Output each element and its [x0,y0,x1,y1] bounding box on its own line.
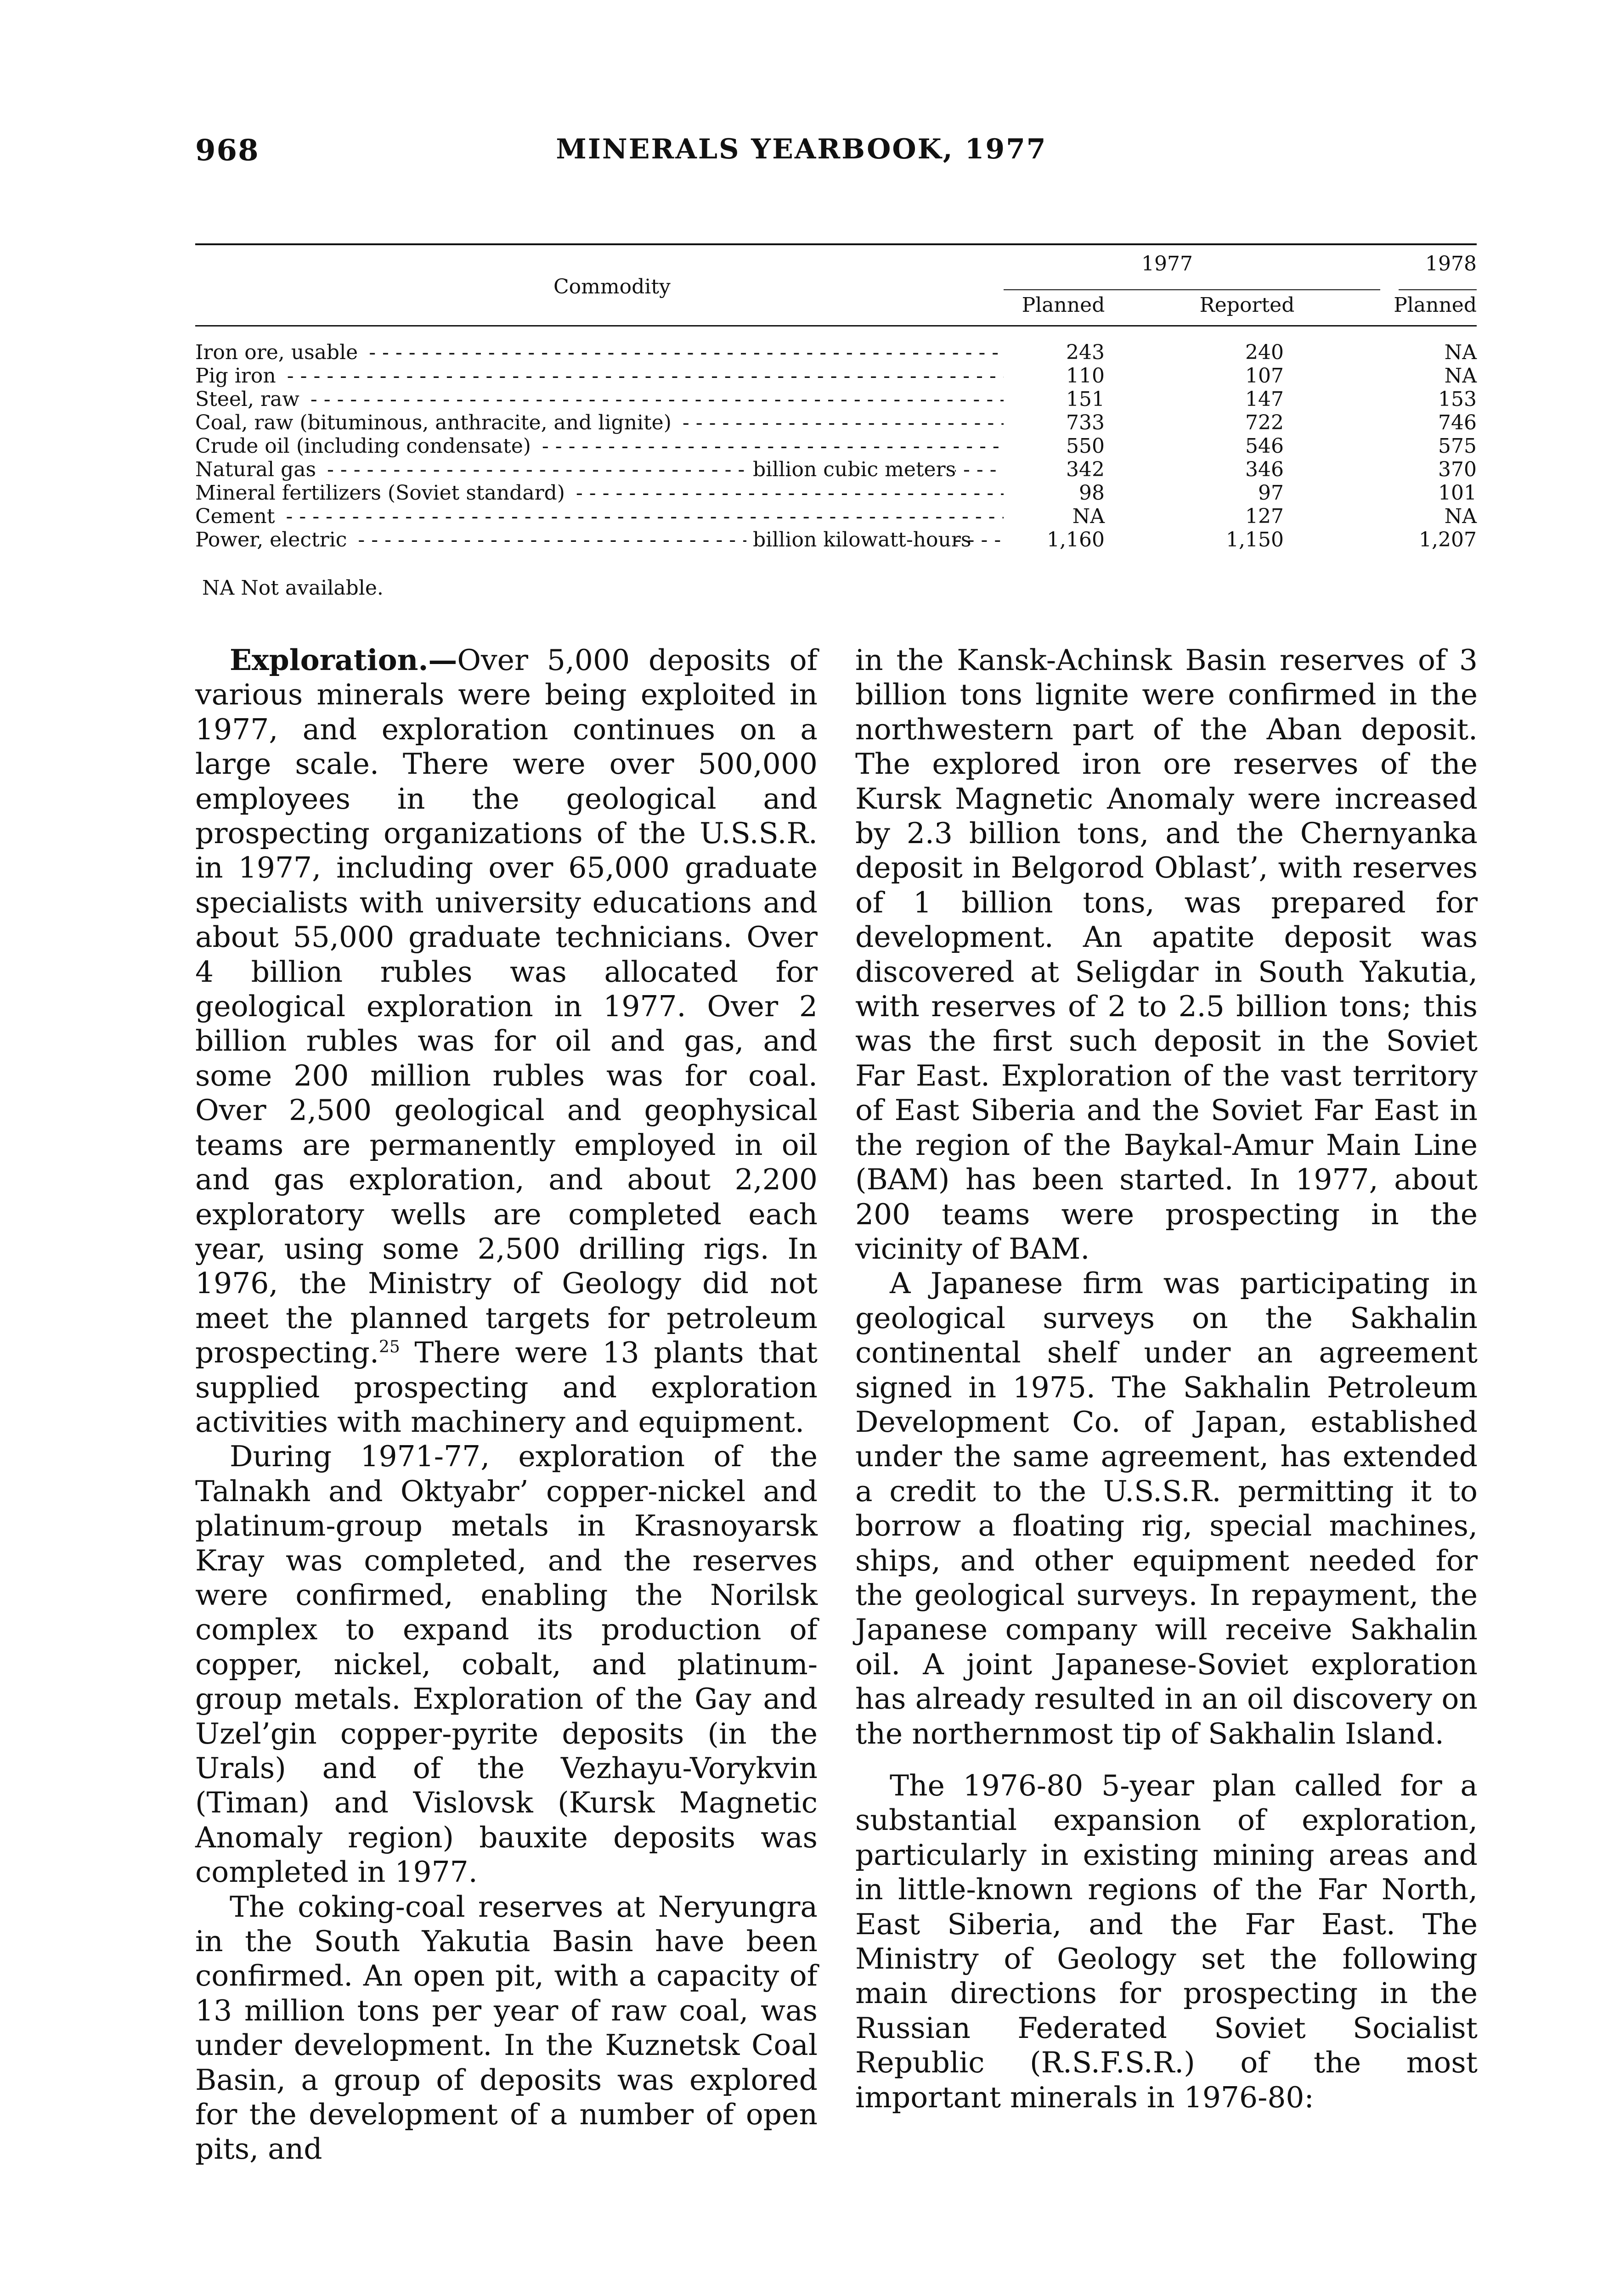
row-label [195,364,1004,388]
commodity-name: Coal, raw (bituminous, anthracite, and lignite) [195,411,676,434]
cell-planned-1978: NA [1444,364,1477,388]
page-number: 968 [195,133,260,168]
cell-reported-1977: 147 [1245,388,1284,411]
commodity-name: Mineral fertilizers (Soviet standard) [195,481,570,505]
table-row [195,505,1477,528]
cell-reported-1977: 107 [1245,364,1284,388]
table-row [195,481,1477,505]
running-title: MINERALS YEARBOOK, 1977 [556,133,1047,165]
cell-planned-1977: 243 [1066,341,1105,364]
cell-planned-1977: 733 [1066,411,1105,434]
paragraph: During 1971-77, exploration of the Talnakh and Oktyabr’ copper-nickel and platinum-group metals in Krasnoyarsk Kray was completed, and the reserves were confirmed, enabling the Norilsk complex to expand its production of copper, nickel, cobalt, and platinum-group metals. Exploration of the Gay and Uzel’gin copper-pyrite deposits (in the Urals) and of the Vezhayu-Vorykvin (Timan) and Vislovsk (Kursk Magnetic Anomaly region) bauxite deposits was completed in 1977. [195,1440,818,1889]
table-header-rule [195,325,1477,326]
paragraph-text-tail: There were 13 plants that supplied prospecting and exploration activities with machinery and equipment. [195,1336,818,1439]
header-year-1978: 1978 [1425,252,1477,276]
table-row [195,388,1477,411]
table-row [195,528,1477,551]
cell-planned-1977: 1,160 [1047,528,1105,551]
footnote-reference: 25 [379,1338,400,1357]
year-1977-span-rule [1004,289,1380,290]
commodity-name: Cement [195,505,280,528]
row-label [195,481,1004,505]
paragraph-continued: in the Kansk-Achinsk Basin reserves of 3 billion tons lignite were confirmed in the northwestern part of the Aban deposit. The explored iron ore reserves of the Kursk Magnetic Anomaly were increased by 2.3 billion tons, and the Chernyanka deposit in Belgorod Oblast’, with reserves of 1 billion tons, was prepared for development. An apatite deposit was discovered at Seligdar in South Yakutia, with reserves of 2 to 2.5 billion tons; this was the first such deposit in the Soviet Far East. Exploration of the vast territory of East Siberia and the Soviet Far East in the region of the Baykal-Amur Main Line (BAM) has been started. In 1977, about 200 teams were prospecting in the vicinity of BAM. [855,643,1478,1266]
header-planned-1978: Planned [1394,293,1477,317]
row-label [195,505,1004,528]
table-top-rule [195,243,1477,245]
cell-planned-1978: NA [1444,505,1477,528]
cell-planned-1978: 1,207 [1419,528,1477,551]
row-label [195,341,1004,364]
paragraph: A Japanese firm was participating in geological surveys on the Sakhalin continental shelf under an agreement signed in 1975. The Sakhalin Petroleum Development Co. of Japan, established under the same agreement, has extended a credit to the U.S.S.R. permitting it to borrow a floating rig, special machines, ships, and other equipment needed for the geological surveys. In repayment, the Japanese company will receive Sakhalin oil. A joint Japanese-Soviet exploration has already resulted in an oil discovery on the northernmost tip of Sakhalin Island. [855,1266,1478,1750]
paragraph-gap [855,1751,1478,1768]
cell-reported-1977: 127 [1245,505,1284,528]
cell-planned-1978: 153 [1438,388,1477,411]
cell-planned-1977: NA [1072,505,1105,528]
cell-planned-1978: 101 [1438,481,1477,505]
commodity-name: Iron ore, usable [195,341,362,364]
cell-reported-1977: 722 [1245,411,1284,434]
table-body [195,341,1477,551]
paragraph-text: Over 5,000 deposits of various minerals were being exploited in 1977, and exploration continues on a large scale. There were over 500,000 employees in the geological and prospecting organizations of the U.S.S.R. in 1977, including over 65,000 graduate specialists with university educations and about 55,000 graduate technicians. Over 4 billion rubles was allocated for geological exploration in 1977. Over 2 billion rubles was for oil and gas, and some 200 million rubles was for coal. Over 2,500 geological and geophysical teams are permanently employed in oil and gas exploration, and about 2,200 exploratory wells are completed each year, using some 2,500 drilling rigs. In 1976, the Ministry of Geology did not meet the planned targets for petroleum prospecting. [195,643,818,1370]
table-row [195,458,1477,481]
cell-reported-1977: 546 [1245,434,1284,458]
cell-planned-1978: NA [1444,341,1477,364]
commodity-name: Crude oil (including condensate) [195,434,536,458]
row-label [195,411,1004,434]
year-1978-span-rule [1399,289,1477,290]
header-year-1977: 1977 [1141,252,1193,276]
text-column-left [195,643,818,2167]
cell-planned-1978: 575 [1438,434,1477,458]
header-commodity: Commodity [553,275,671,298]
paragraph: The coking-coal reserves at Neryungra in the South Yakutia Basin have been confirmed. An open pit, with a capacity of 13 million tons per year of raw coal, was under development. In the Kuznetsk Coal Basin, a group of deposits was explored for the development of a number of open pits, and [195,1890,818,2166]
paragraph: The 1976-80 5-year plan called for a substantial expansion of exploration, particularly in existing mining areas and in little-known regions of the Far North, East Siberia, and the Far East. The Ministry of Geology set the following main directions for prospecting in the Russian Federated Soviet Socialist Republic (R.S.F.S.R.) of the most important minerals in 1976-80: [855,1769,1478,2114]
cell-planned-1977: 151 [1066,388,1105,411]
cell-reported-1977: 1,150 [1226,528,1284,551]
unit-label: billion kilowatt-hours [746,528,955,551]
cell-planned-1978: 746 [1438,411,1477,434]
table-row [195,364,1477,388]
table-footnote: NA Not available. [202,576,384,600]
table-row [195,341,1477,364]
paragraph-exploration [195,643,818,1439]
row-label [195,434,1004,458]
cell-reported-1977: 240 [1245,341,1284,364]
cell-planned-1977: 98 [1079,481,1105,505]
section-heading: Exploration.— [230,643,457,677]
cell-planned-1978: 370 [1438,458,1477,481]
commodity-name: Pig iron [195,364,281,388]
row-label [195,388,1004,411]
table-row [195,411,1477,434]
commodity-name: Natural gas [195,458,321,481]
cell-reported-1977: 97 [1258,481,1284,505]
header-reported-1977: Reported [1199,293,1295,317]
cell-planned-1977: 550 [1066,434,1105,458]
table-row [195,434,1477,458]
commodity-name: Power, electric [195,528,351,551]
cell-planned-1977: 342 [1066,458,1105,481]
commodity-name: Steel, raw [195,388,304,411]
cell-planned-1977: 110 [1066,364,1105,388]
unit-label: billion cubic meters [746,458,955,481]
cell-reported-1977: 346 [1245,458,1284,481]
text-column-right [855,643,1478,2115]
header-planned-1977: Planned [1022,293,1105,317]
